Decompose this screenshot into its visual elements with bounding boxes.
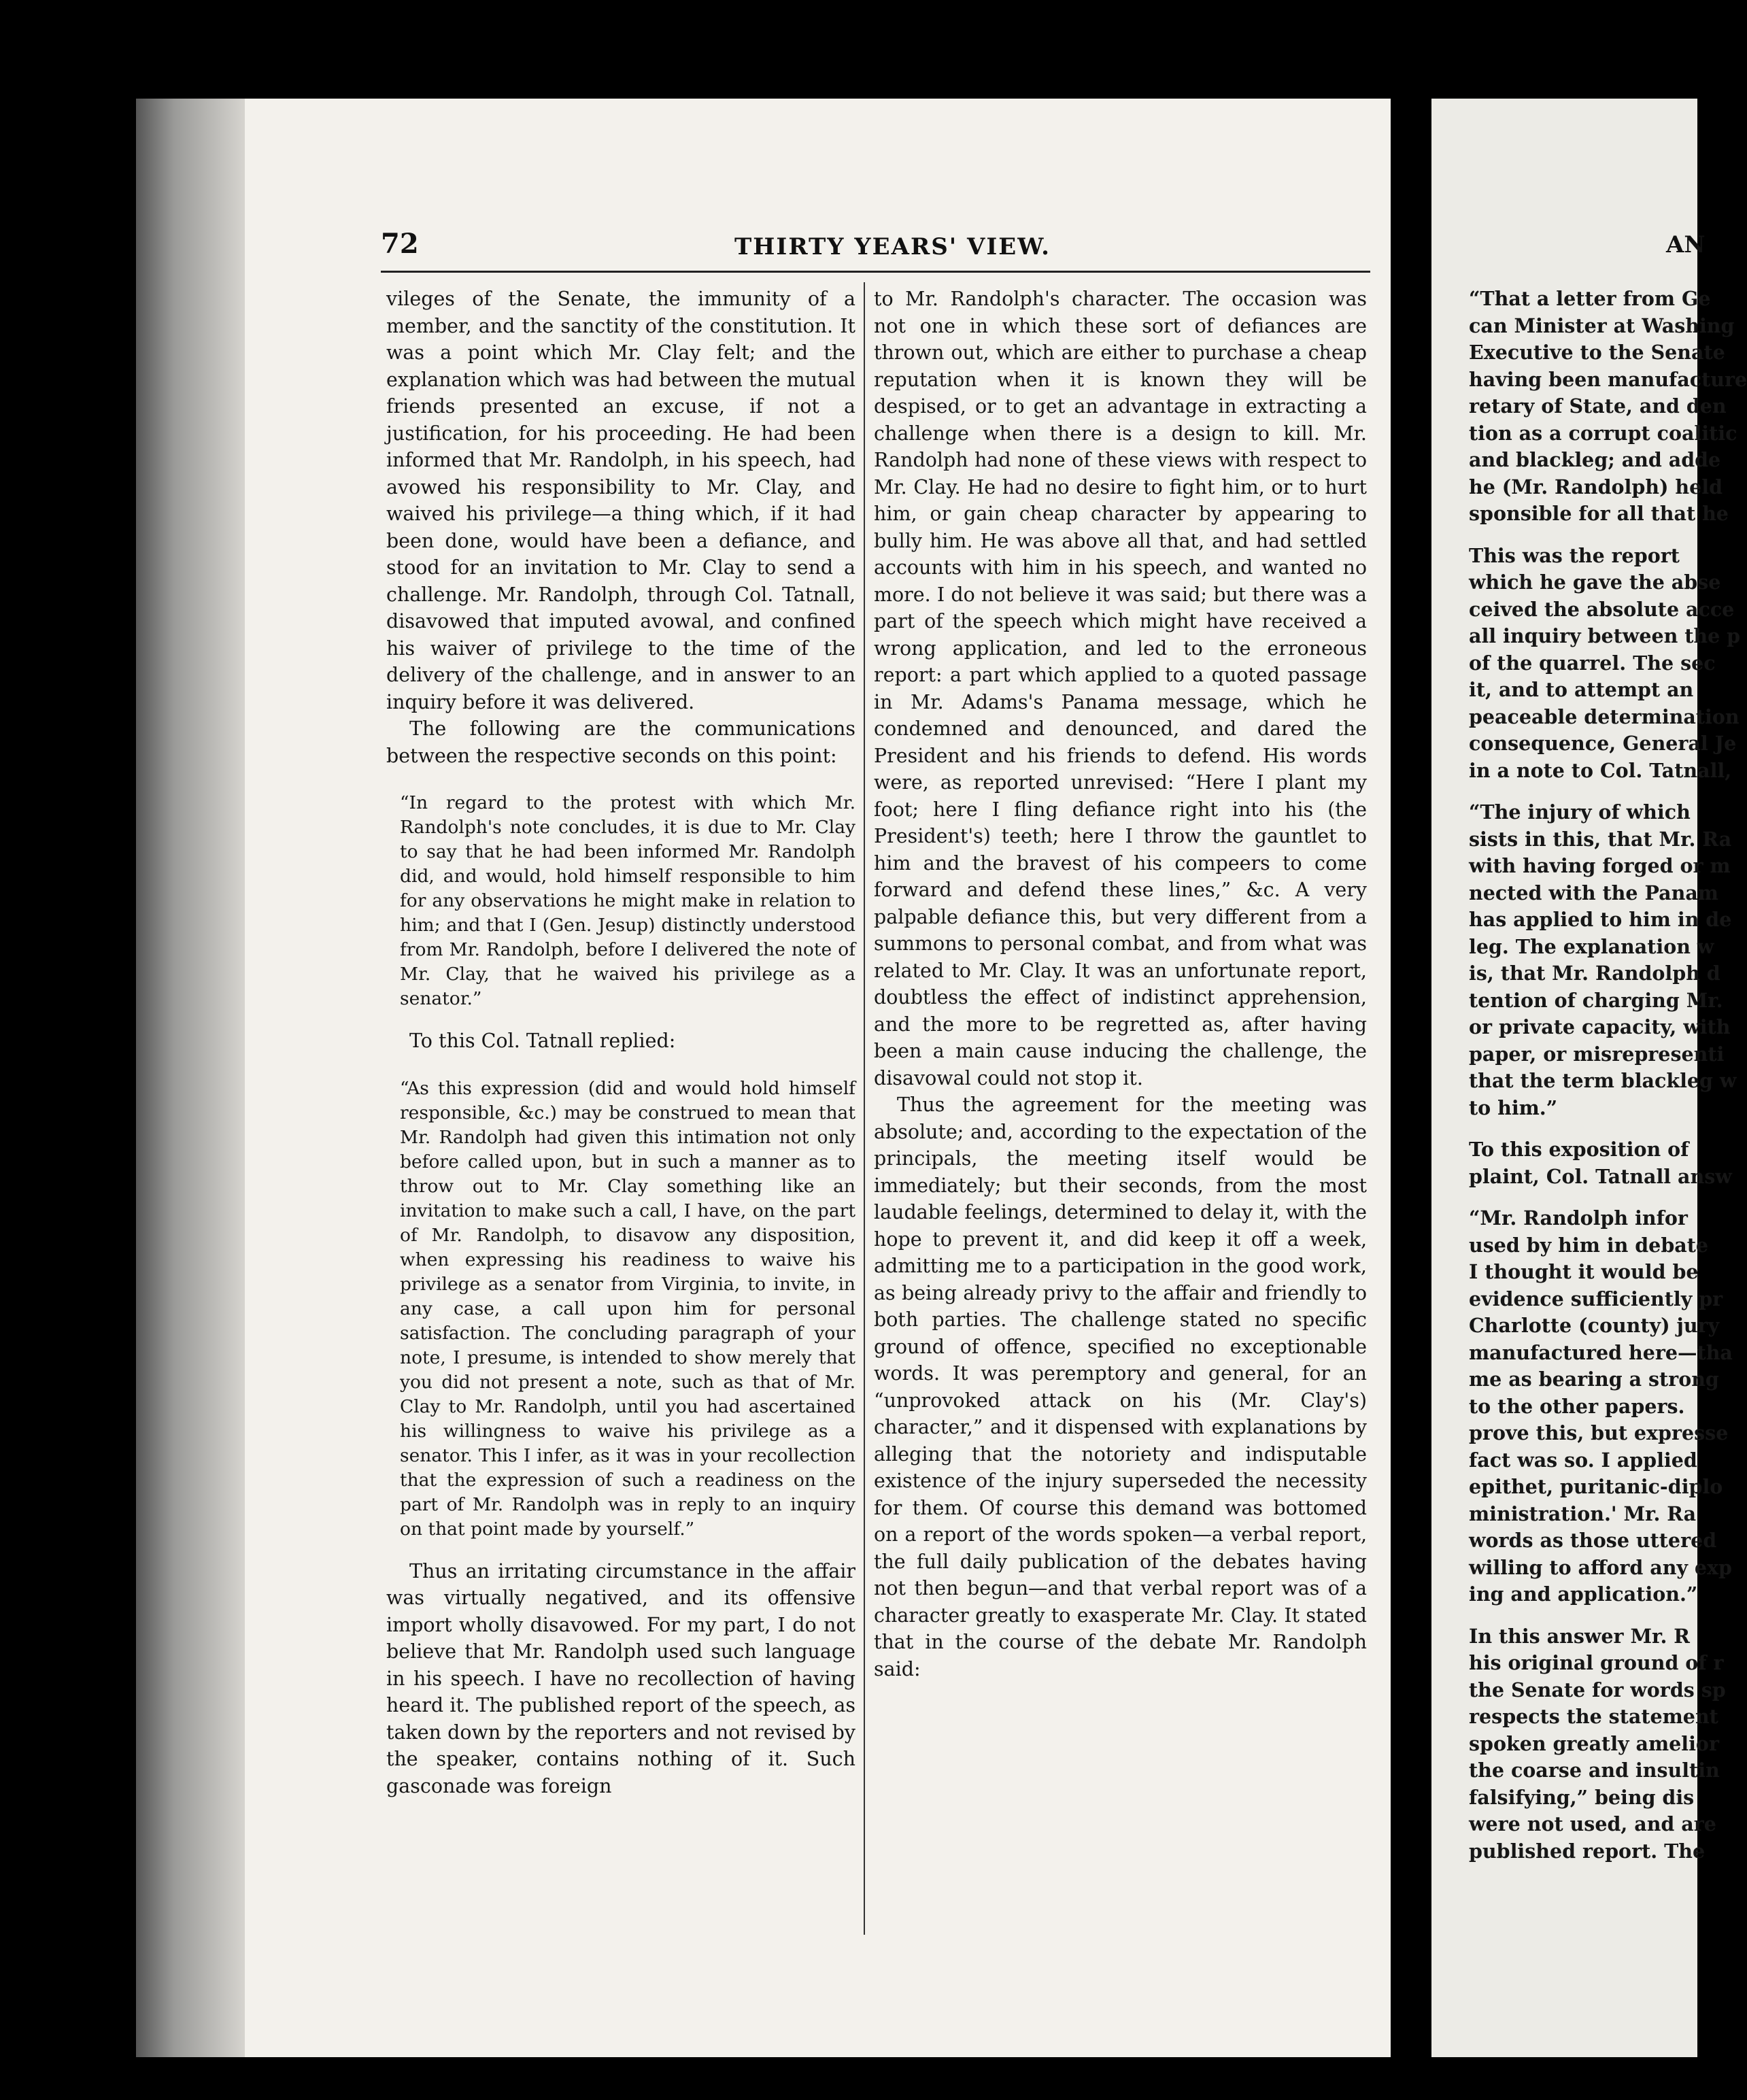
facing-page-line: which he gave the abse — [1469, 571, 1721, 594]
facing-page-line: of the quarrel. The sec — [1469, 651, 1716, 675]
facing-page-line — [1469, 528, 1727, 543]
facing-page-line: nected with the Panam — [1469, 881, 1718, 904]
facing-page-line: peaceable determination — [1469, 705, 1740, 728]
facing-page-line: respects the statement — [1469, 1705, 1718, 1728]
paragraph: vileges of the Senate, the immunity of a member, and the sanctity of the constitution. It was a point which Mr. Clay felt; and the explanation which was had between the mutual friends presented an excuse, if not a justification, for his proceeding. He had been informed that Mr. Randolph, in his speech, had avowed his responsibility to Mr. Clay, and waived his privilege—a thing which, if it had been done, would have been a defiance, and stood for an invitation to Mr. Clay to send a challenge. Mr. Randolph, through Col. Tatnall, disavowed that imputed avowal, and confined his waiver of privilege to the time of the delivery of the challenge, and in answer to an inquiry before it was delivered. — [386, 288, 855, 713]
facing-page-line: spoken greatly amelior — [1469, 1731, 1719, 1755]
facing-page-line: “The injury of which — [1469, 800, 1691, 824]
running-head: THIRTY YEARS' VIEW. — [734, 233, 1051, 260]
facing-page-line: in a note to Col. Tatnall, — [1469, 758, 1732, 782]
facing-page-line: his original ground of r — [1469, 1651, 1724, 1674]
facing-page-line: the coarse and insultin — [1469, 1759, 1720, 1782]
facing-page-line: can Minister at Washing — [1469, 314, 1735, 337]
block-quote: “In regard to the protest with which Mr. Randolph's note concludes, it is due to Mr. Clay to say that he had been informed Mr. Randolph did, and would, hold himself responsible to him for any observations he might make in relation to him; and that I (Gen. Jesup) distinctly understood from Mr. Randolph, before I delivered the note of Mr. Clay, that he waived his privilege as a senator.” — [400, 792, 855, 1009]
facing-page-line: Executive to the Senate — [1469, 341, 1725, 364]
facing-page-line: “That a letter from Ge — [1469, 287, 1711, 310]
facing-page-line: used by him in debate — [1469, 1233, 1709, 1257]
facing-page-line: tention of charging Mr. — [1469, 988, 1723, 1012]
page-header — [381, 228, 1374, 262]
facing-page-line — [1469, 1121, 1727, 1136]
facing-page-text — [1469, 286, 1747, 1865]
facing-page-line: me as bearing a strong — [1469, 1368, 1719, 1391]
column-divider — [864, 282, 865, 1935]
facing-page-line: and blackleg; and adde — [1469, 448, 1721, 471]
header-rule — [381, 271, 1370, 273]
book-gutter — [1391, 82, 1431, 2100]
facing-page-line: to the other papers. — [1469, 1394, 1685, 1418]
page-edge-shadow — [136, 99, 245, 2057]
facing-page-line — [1469, 1608, 1727, 1623]
facing-page-line: willing to afford any exp — [1469, 1555, 1732, 1579]
facing-page-line: manufactured here—tha — [1469, 1340, 1733, 1364]
facing-page-running-head: AN — [1666, 231, 1706, 258]
facing-page-line: tion as a corrupt coalitic — [1469, 421, 1737, 445]
page-number: 72 — [381, 228, 419, 260]
facing-page-line: plaint, Col. Tatnall answ — [1469, 1164, 1732, 1188]
facing-page-line: the Senate for words sp — [1469, 1678, 1726, 1701]
facing-page-line: ministration.' Mr. Ra — [1469, 1502, 1697, 1525]
facing-page-line: or private capacity, with — [1469, 1015, 1731, 1038]
facing-page-line: evidence sufficiently pr — [1469, 1287, 1723, 1310]
facing-page-line: Charlotte (county) jury — [1469, 1314, 1720, 1337]
facing-page-line: all inquiry between the p — [1469, 624, 1741, 647]
facing-page-line: to him.” — [1469, 1096, 1558, 1119]
paragraph: Thus the agreement for the meeting was absolute; and, according to the expectation of the principals, the meeting itself would be immediately; but their seconds, from the most laudable feelings, determined to delay it, with the hope to prevent it, and did keep it off a week, admitting me to a participation in the good work, as being already privy to the affair and friendly to both parties. The challenge stated no specific ground of offence, specified no exceptionable words. It was peremptory and general, for an “unprovoked attack on his (Mr. Clay's) character,” and it dispensed with explanations by alleging that the notoriety and indisputable existence of the injury superseded the necessity for them. Of course this demand was bottomed on a report of the words spoken—a verbal report, the full daily publication of the debates having not then begun—and that verbal report was of a character greatly to exasperate Mr. Clay. It stated that in the course of the debate Mr. Randolph said: — [874, 1094, 1367, 1680]
facing-page-line: is, that Mr. Randolph d — [1469, 962, 1720, 985]
facing-page-line: ceived the absolute acce — [1469, 597, 1735, 621]
facing-page-line: paper, or misrepresenti — [1469, 1042, 1725, 1066]
facing-page-line: has applied to him in de — [1469, 908, 1732, 931]
facing-page-line: that the term blackleg w — [1469, 1069, 1737, 1092]
paragraph: To this Col. Tatnall replied: — [409, 1030, 676, 1052]
facing-page-line: retary of State, and den — [1469, 394, 1727, 418]
facing-page-line: were not used, and are — [1469, 1812, 1716, 1835]
facing-page-line: In this answer Mr. R — [1469, 1624, 1690, 1648]
facing-page-line: fact was so. I applied — [1469, 1448, 1697, 1472]
left-column — [386, 286, 855, 1799]
facing-page-line: prove this, but expresse — [1469, 1421, 1729, 1444]
facing-page-line: sponsible for all that he — [1469, 502, 1729, 525]
facing-page-line: sists in this, that Mr. Ra — [1469, 827, 1732, 851]
facing-page-line — [1469, 1190, 1727, 1205]
block-quote: “As this expression (did and would hold himself responsible, &c.) may be construed to mean that Mr. Randolph had given this intimation not only before called upon, but in such a manner as to throw out to Mr. Clay something like an invitation to make such a call, I have, on the part of Mr. Randolph, to disavow any disposition, when expressing his readiness to waive his privilege as a senator from Virginia, to invite, in any case, a call upon him for personal satisfaction. The concluding paragraph of your note, I presume, is intended to show merely that you did not present a note, such as that of Mr. Clay to Mr. Randolph, until you had ascertained his willingness to waive his privilege as a senator. This I infer, as it was in your recollection that the expression of such a readiness on the part of Mr. Randolph was in reply to an inquiry on that point made by yourself.” — [400, 1077, 855, 1540]
paragraph: to Mr. Randolph's character. The occasion was not one in which these sort of defiances are thrown out, which are either to purchase a cheap reputation when it is known they will be despised, or to get an advantage in extracting a challenge when there is a design to kill. Mr. Randolph had none of these views with respect to Mr. Clay. He had no desire to fight him, or to hurt him, or gain cheap character by appearing to bully him. He was above all that, and had settled accounts with him in his speech, and wanted no more. I do not believe it was said; but there was a part of the speech which might have received a wrong application, and led to the erroneous report: a part which applied to a quoted passage in Mr. Adams's Panama message, which he condemned and denounced, and dared the President and his friends to defend. His words were, as reported unrevised: “Here I plant my foot; here I fling defiance right into his (the President's) teeth; here I throw the gauntlet to him and the bravest of his compeers to come forward and defend these lines,” &c. A very palpable defiance this, but very different from a summons to personal combat, and from what was related to Mr. Clay. It was an unfortunate report, doubtless the effect of indistinct apprehension, and the more to be regretted as, after having been a main cause inducing the challenge, the disavowal could not stop it. — [874, 288, 1367, 1089]
facing-page-line: leg. The explanation w — [1469, 934, 1714, 958]
paragraph: Thus an irritating circumstance in the affair was virtually negatived, and its offensive import wholly disavowed. For my part, I do not believe that Mr. Randolph used such language in his speech. I have no recollection of having heard it. The published report of the speech, as taken down by the reporters and not revised by the speaker, contains nothing of it. Such gasconade was foreign — [386, 1559, 855, 1797]
facing-page-line: having been manufacture — [1469, 367, 1747, 391]
facing-page-line: published report. The — [1469, 1839, 1706, 1863]
facing-page-line: epithet, puritanic-diplo — [1469, 1475, 1723, 1498]
facing-page-line: falsifying,” being dis — [1469, 1785, 1695, 1809]
facing-page-line: ing and application.” — [1469, 1582, 1698, 1606]
facing-page-line: with having forged or m — [1469, 854, 1731, 877]
facing-page-line: “Mr. Randolph infor — [1469, 1206, 1688, 1230]
paragraph: The following are the communications between the respective seconds on this point: — [386, 717, 855, 767]
facing-page-line: To this exposition of — [1469, 1138, 1689, 1161]
facing-page-line: he (Mr. Randolph) held — [1469, 475, 1723, 498]
right-column — [874, 286, 1367, 1682]
facing-page-line: it, and to attempt an — [1469, 678, 1694, 701]
facing-page-line: consequence, General Je — [1469, 732, 1737, 755]
facing-page-line: This was the report — [1469, 543, 1680, 567]
facing-page-line — [1469, 784, 1727, 799]
facing-page-line: I thought it would be — [1469, 1260, 1699, 1283]
facing-page-line: words as those uttered — [1469, 1529, 1717, 1552]
